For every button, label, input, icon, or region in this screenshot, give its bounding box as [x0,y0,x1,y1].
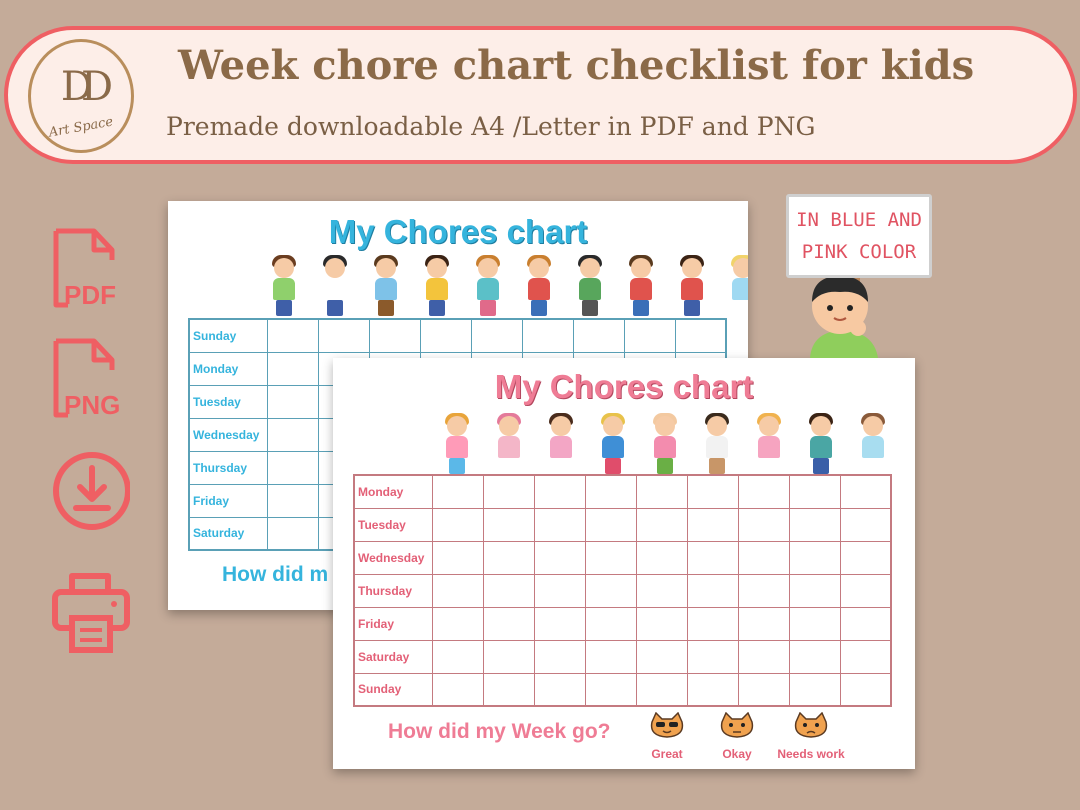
chore-checkbox-cell[interactable] [267,517,318,550]
rating-okay [715,712,759,761]
chore-checkbox-cell[interactable] [534,541,585,574]
chore-grid-row [354,475,891,508]
chore-checkbox-cell[interactable] [573,319,624,352]
blue-chart-footer: How did m [222,563,329,586]
pdf-file-icon [50,228,130,308]
kid-illustration [727,258,748,318]
chore-checkbox-cell[interactable] [585,541,636,574]
blue-chart-title: My Chores chart [328,213,588,250]
rating-needs-work [769,712,853,761]
cat-sad-icon [793,712,829,738]
chore-checkbox-cell[interactable] [267,418,318,451]
chore-checkbox-cell[interactable] [369,319,420,352]
chore-checkbox-cell[interactable] [840,574,891,607]
day-label: Tuesday [189,385,267,418]
pdf-label: PDF [64,280,116,308]
download-icon[interactable] [50,448,130,534]
chore-checkbox-cell[interactable] [432,607,483,640]
chore-checkbox-cell[interactable] [687,508,738,541]
chore-checkbox-cell[interactable] [840,475,891,508]
chore-checkbox-cell[interactable] [267,319,318,352]
chore-checkbox-cell[interactable] [318,319,369,352]
cat-neutral-icon [719,712,755,738]
day-label: Thursday [354,574,432,607]
kid-illustration [319,258,351,318]
banner-subtitle: Premade downloadable A4 /Letter in PDF and PNG [166,112,816,141]
chore-checkbox-cell[interactable] [534,673,585,706]
day-label: Friday [354,607,432,640]
chore-checkbox-cell[interactable] [738,574,789,607]
chore-checkbox-cell[interactable] [636,673,687,706]
chore-checkbox-cell[interactable] [267,451,318,484]
chore-checkbox-cell[interactable] [840,673,891,706]
chore-checkbox-cell[interactable] [534,607,585,640]
kid-illustration [421,258,453,318]
chore-checkbox-cell[interactable] [789,508,840,541]
chore-checkbox-cell[interactable] [483,607,534,640]
chore-checkbox-cell[interactable] [738,508,789,541]
chore-checkbox-cell[interactable] [534,508,585,541]
logo-text: Art Space [47,114,115,141]
chore-grid-row [354,541,891,574]
chore-checkbox-cell[interactable] [483,475,534,508]
chore-grid-row [354,607,891,640]
chore-checkbox-cell[interactable] [687,475,738,508]
chore-checkbox-cell[interactable] [534,574,585,607]
chore-checkbox-cell[interactable] [636,574,687,607]
chore-checkbox-cell[interactable] [432,508,483,541]
chore-checkbox-cell[interactable] [585,475,636,508]
rating-needs-work-label: Needs work [777,747,845,761]
chore-checkbox-cell[interactable] [585,574,636,607]
chore-checkbox-cell[interactable] [840,607,891,640]
pink-chart-title: My Chores chart [494,368,754,405]
chore-checkbox-cell[interactable] [675,319,726,352]
chore-checkbox-cell[interactable] [432,574,483,607]
day-label: Thursday [189,451,267,484]
chore-grid-row [354,574,891,607]
sign-line-1: IN BLUE AND [796,209,922,231]
day-label: Sunday [189,319,267,352]
chore-checkbox-cell[interactable] [789,640,840,673]
chore-checkbox-cell[interactable] [432,673,483,706]
kid-illustration [625,258,657,318]
day-label: Friday [189,484,267,517]
chore-checkbox-cell[interactable] [636,607,687,640]
sign-line-2: PINK COLOR [801,241,917,263]
title-banner [4,26,1077,164]
chore-checkbox-cell[interactable] [687,607,738,640]
chore-checkbox-cell[interactable] [789,541,840,574]
chore-checkbox-cell[interactable] [585,508,636,541]
chore-checkbox-cell[interactable] [432,475,483,508]
kid-illustration [701,416,733,476]
day-label: Saturday [189,517,267,550]
kid-illustration [472,258,504,318]
kid-illustration [370,258,402,318]
chore-checkbox-cell[interactable] [483,673,534,706]
pink-chore-grid [353,474,892,707]
chore-checkbox-cell[interactable] [534,640,585,673]
chore-checkbox-cell[interactable] [432,640,483,673]
chore-checkbox-cell[interactable] [471,319,522,352]
day-label: Wednesday [189,418,267,451]
chore-checkbox-cell[interactable] [483,640,534,673]
chore-checkbox-cell[interactable] [738,640,789,673]
chore-checkbox-cell[interactable] [636,475,687,508]
chore-checkbox-cell[interactable] [432,541,483,574]
chore-checkbox-cell[interactable] [585,607,636,640]
chore-checkbox-cell[interactable] [738,673,789,706]
boy-holding-sign-illustration [800,270,888,358]
chore-checkbox-cell[interactable] [624,319,675,352]
chore-checkbox-cell[interactable] [585,640,636,673]
chore-checkbox-cell[interactable] [738,541,789,574]
chore-checkbox-cell[interactable] [687,673,738,706]
chore-checkbox-cell[interactable] [687,574,738,607]
kid-illustration [268,258,300,318]
kid-illustration [523,258,555,318]
rating-okay-label: Okay [722,747,752,761]
brand-logo [28,39,134,153]
day-label: Monday [189,352,267,385]
chore-checkbox-cell[interactable] [483,508,534,541]
kid-illustration [574,258,606,318]
cat-cool-icon [649,712,685,738]
chore-checkbox-cell[interactable] [738,607,789,640]
chore-checkbox-cell[interactable] [522,319,573,352]
chore-checkbox-cell[interactable] [840,640,891,673]
kid-illustration [857,416,889,476]
chore-checkbox-cell[interactable] [738,475,789,508]
chore-checkbox-cell[interactable] [585,673,636,706]
kid-illustration [649,416,681,476]
kid-illustration [493,416,525,476]
printer-icon[interactable] [50,568,130,654]
chore-checkbox-cell[interactable] [687,640,738,673]
color-options-sign [786,194,932,278]
chore-checkbox-cell[interactable] [789,673,840,706]
banner-title: Week chore chart checklist for kids [178,42,975,89]
chore-checkbox-cell[interactable] [267,484,318,517]
png-file-icon [50,338,130,418]
chore-grid-row [189,319,726,352]
chore-checkbox-cell[interactable] [636,508,687,541]
chore-checkbox-cell[interactable] [789,475,840,508]
chore-grid-row [354,508,891,541]
day-label: Tuesday [354,508,432,541]
chore-checkbox-cell[interactable] [267,385,318,418]
rating-great [645,712,689,761]
kid-illustration [545,416,577,476]
kid-illustration [805,416,837,476]
chore-checkbox-cell[interactable] [687,541,738,574]
chore-checkbox-cell[interactable] [636,640,687,673]
kid-illustration [676,258,708,318]
day-label: Wednesday [354,541,432,574]
png-label: PNG [64,390,121,418]
kid-illustration [753,416,785,476]
pink-chart-footer: How did my Week go? [388,720,611,743]
chore-checkbox-cell[interactable] [789,607,840,640]
day-label: Monday [354,475,432,508]
chore-grid-row [354,640,891,673]
chore-checkbox-cell[interactable] [636,541,687,574]
kid-illustration [597,416,629,476]
logo-letters: DD [60,64,102,110]
rating-great-label: Great [651,747,683,761]
kid-illustration [441,416,473,476]
chore-checkbox-cell[interactable] [534,475,585,508]
chore-checkbox-cell[interactable] [267,352,318,385]
chore-grid-row [354,673,891,706]
day-label: Saturday [354,640,432,673]
chore-checkbox-cell[interactable] [840,508,891,541]
pink-chore-chart [333,358,915,769]
chore-checkbox-cell[interactable] [840,541,891,574]
chore-checkbox-cell[interactable] [483,574,534,607]
chore-checkbox-cell[interactable] [420,319,471,352]
day-label: Sunday [354,673,432,706]
chore-checkbox-cell[interactable] [483,541,534,574]
chore-checkbox-cell[interactable] [789,574,840,607]
